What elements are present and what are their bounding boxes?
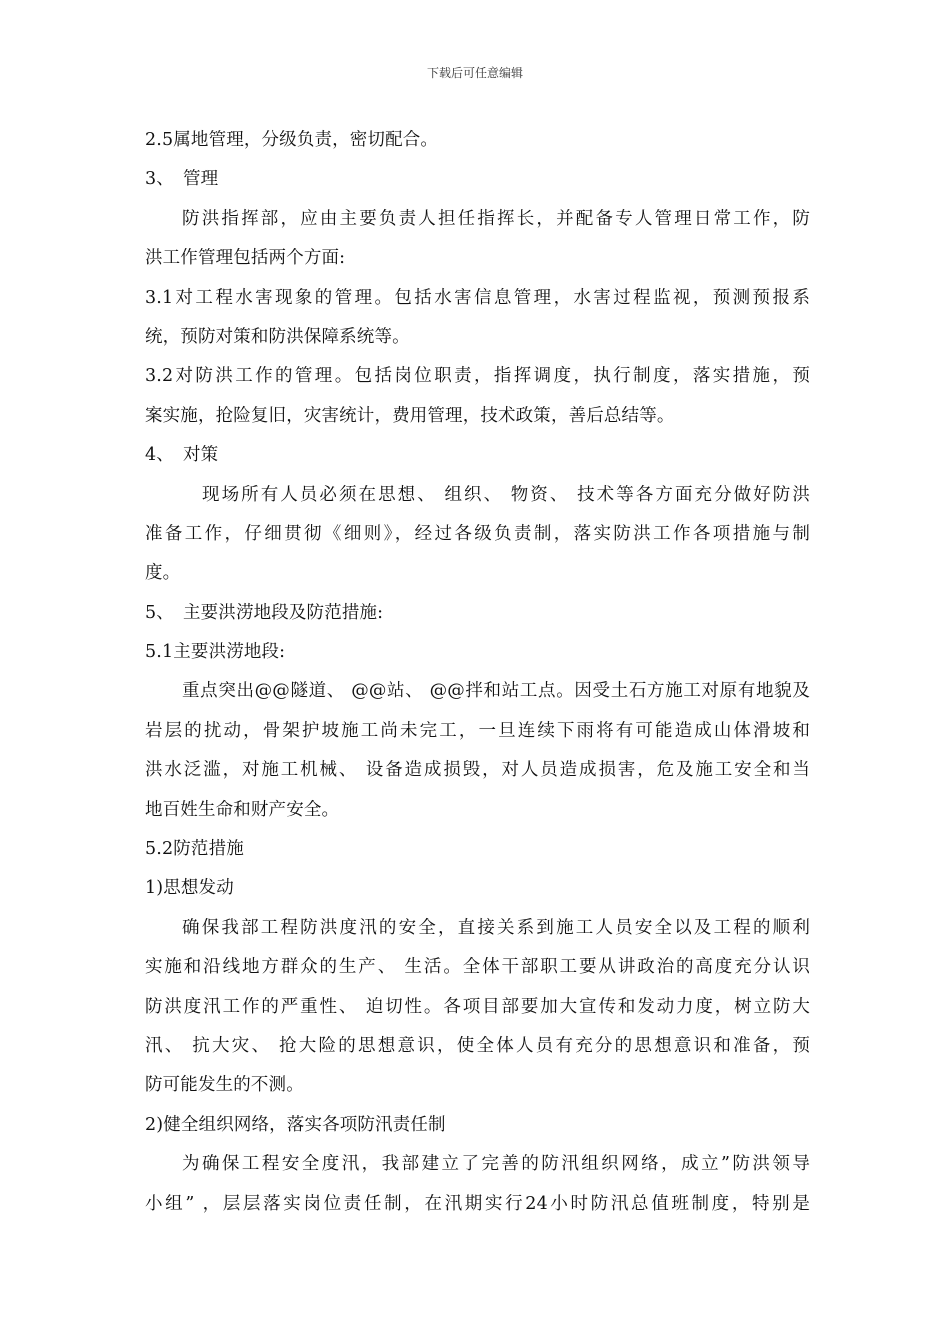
section-number: 4、 xyxy=(145,445,174,466)
section-heading xyxy=(145,594,810,633)
section-heading xyxy=(145,436,810,475)
section-title: 主要洪涝地段及防范措施: xyxy=(183,602,384,623)
section-title: 管理 xyxy=(183,169,219,190)
subsection-heading: 5.2防范措施 xyxy=(145,839,244,860)
paragraph-line: 地百姓生命和财产安全。 xyxy=(145,799,340,820)
paragraph-line: 小组” ，层层落实岗位责任制，在汛期实行24小时防汛总值班制度，特别是 xyxy=(145,1193,810,1214)
page-header: 下载后可任意编辑 xyxy=(426,66,523,80)
paragraph-line: 3.2对防洪工作的管理。包括岗位职责，指挥调度，执行制度，落实措施，预 xyxy=(145,366,810,387)
item-heading: 2)健全组织网络，落实各项防汛责任制 xyxy=(145,1114,446,1135)
subsection-heading: 5.1主要洪涝地段: xyxy=(145,642,286,663)
paragraph-line: 重点突出@@隧道、 @@站、 @@拌和站工点。因受土石方施工对原有地貌及 xyxy=(182,681,810,702)
paragraph-line: 准备工作，仔细贯彻《细则》，经过各级负责制，落实防洪工作各项措施与制 xyxy=(145,523,810,544)
paragraph-line: 防洪度汛工作的严重性、 迫切性。各项目部要加大宣传和发动力度，树立防大 xyxy=(145,996,810,1017)
paragraph-line: 度。 xyxy=(145,563,181,584)
paragraph-line: 2.5属地管理，分级负责，密切配合。 xyxy=(145,130,439,150)
paragraph-line: 洪工作管理包括两个方面: xyxy=(145,248,346,269)
paragraph-line: 洪水泛滥，对施工机械、 设备造成损毁，对人员造成损害，危及施工安全和当 xyxy=(145,760,810,781)
paragraph-line: 汛、 抗大灾、 抢大险的思想意识，使全体人员有充分的思想意识和准备，预 xyxy=(145,1035,810,1056)
paragraph-line: 3.1对工程水害现象的管理。包括水害信息管理，水害过程监视，预测预报系 xyxy=(145,287,810,308)
section-number: 3、 xyxy=(145,169,174,190)
paragraph-line: 实施和沿线地方群众的生产、 生活。全体干部职工要从讲政治的高度充分认识 xyxy=(145,957,810,978)
section-heading xyxy=(145,160,810,199)
paragraph-line: 防洪指挥部，应由主要负责人担任指挥长，并配备专人管理日常工作，防 xyxy=(182,208,810,229)
section-title: 对策 xyxy=(183,445,219,466)
section-number: 5、 xyxy=(145,602,174,623)
item-heading: 1)思想发动 xyxy=(145,878,234,899)
paragraph-line: 现场所有人员必须在思想、 组织、 物资、 技术等各方面充分做好防洪 xyxy=(202,484,810,505)
paragraph-line: 案实施，抢险复旧，灾害统计，费用管理，技术政策，善后总结等。 xyxy=(145,405,675,426)
paragraph-line: 统，预防对策和防洪保障系统等。 xyxy=(145,326,410,347)
paragraph-line: 为确保工程安全度汛，我部建立了完善的防汛组织网络，成立”防洪领导 xyxy=(182,1154,810,1175)
document-body xyxy=(145,121,810,1224)
paragraph-line: 岩层的扰动，骨架护坡施工尚未完工，一旦连续下雨将有可能造成山体滑坡和 xyxy=(145,720,810,741)
paragraph-line: 防可能发生的不测。 xyxy=(145,1075,304,1096)
paragraph-line: 确保我部工程防洪度汛的安全，直接关系到施工人员安全以及工程的顺利 xyxy=(182,917,810,938)
